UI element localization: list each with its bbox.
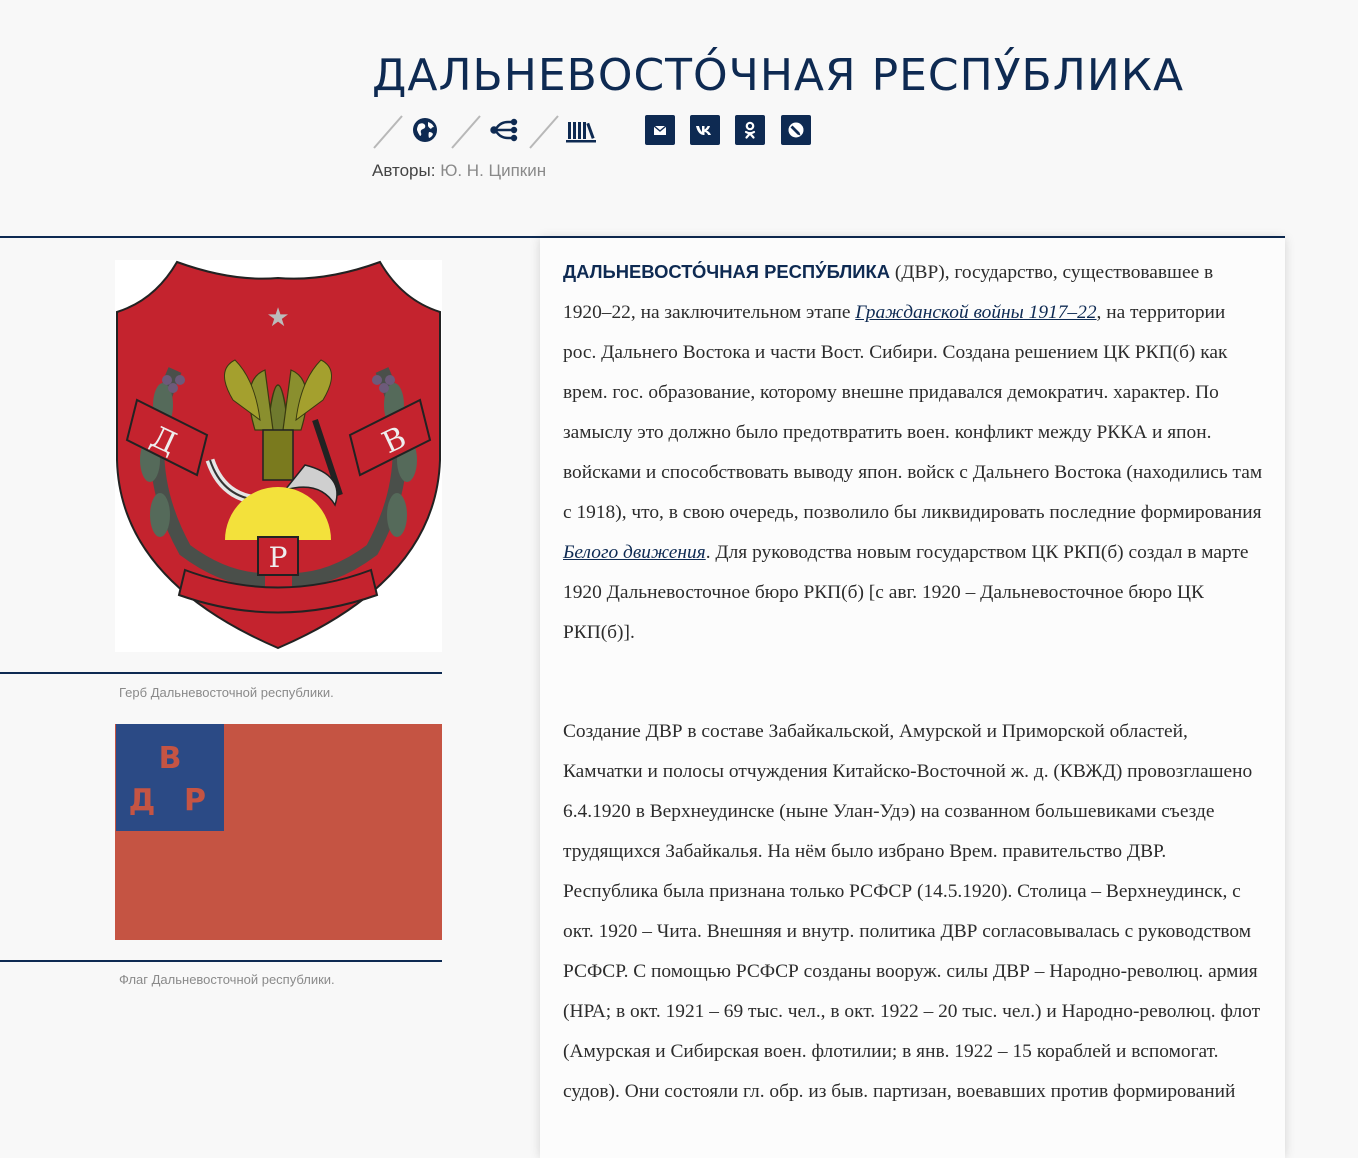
article-text: . Для руководства новым государством ЦК РКП(б) создал в марте 1920 Дальневосточное бюро РКП(б) [с авг. 1920 – Дальневосточное бюро ЦК РКП(б)]. bbox=[563, 542, 1249, 643]
odnoklassniki-icon[interactable] bbox=[735, 115, 765, 145]
article-text: , на территории рос. Дальнего Востока и части Вост. Сибири. Создана решением ЦК РКП(б) как врем. гос. образование, которому внешне придавался демократич. характер. По замыслу это должно было предотвратить воен. конфликт между РККА и япон. войсками и способствовать выводу япон. войск с Дальнего Востока (находились там с 1918), что, в свою очередь, позволило бы ликвидировать последние формирования bbox=[563, 302, 1263, 523]
emblem-letter-left: Д bbox=[145, 419, 183, 462]
authors-label: Авторы: bbox=[372, 161, 436, 180]
library-books-icon[interactable] bbox=[566, 116, 596, 144]
link-white-movement[interactable]: Белого движения bbox=[563, 542, 706, 563]
mail-icon[interactable] bbox=[645, 115, 675, 145]
article-text: (ДВР), государство, существовавшее в 1920–22, на заключительном этапе bbox=[563, 262, 1214, 323]
livejournal-icon[interactable] bbox=[781, 115, 811, 145]
caption-divider bbox=[0, 672, 442, 674]
emblem-caption: Герб Дальневосточной республики. bbox=[119, 685, 334, 700]
svg-text:★: ★ bbox=[266, 303, 290, 333]
flag-letter-top: В bbox=[158, 741, 182, 776]
caption-divider bbox=[0, 960, 442, 962]
divider-slash bbox=[450, 112, 490, 152]
flag-image[interactable] bbox=[115, 724, 442, 940]
article-term: ДАЛЬНЕВОСТО́ЧНАЯ РЕСПУ́БЛИКА bbox=[563, 261, 890, 282]
vk-icon[interactable] bbox=[690, 115, 720, 145]
article-body bbox=[540, 238, 1285, 1158]
globe-icon[interactable] bbox=[410, 116, 440, 144]
emblem-letter-bottom: Р bbox=[268, 541, 288, 574]
emblem-letter-right: В bbox=[376, 420, 412, 462]
share-tree-icon[interactable] bbox=[488, 116, 518, 144]
authors bbox=[372, 161, 546, 181]
link-civil-war[interactable]: Гражданской войны 1917–22 bbox=[855, 302, 1097, 323]
flag-caption: Флаг Дальневосточной республики. bbox=[119, 972, 335, 987]
flag-letter-left: Д bbox=[128, 783, 156, 818]
divider-slash bbox=[528, 112, 568, 152]
article-paragraph bbox=[563, 252, 1263, 653]
article-toolbar bbox=[372, 110, 832, 150]
author-link[interactable]: Ю. Н. Ципкин bbox=[440, 161, 547, 180]
article-paragraph: Создание ДВР в составе Забайкальской, Амурской и Приморской областей, Камчатки и полосы отчуждения Китайско-Восточной ж. д. (КВЖД) провозглашено 6.4.1920 в Верхнеудинске (ныне Улан-Удэ) на созванном большевиками съезде трудящихся Забайкалья. На нём было избрано Врем. правительство ДВР. Республика была признана только РСФСР (14.5.1920). Столица – Верхнеудинск, с окт. 1920 – Чита. Внешняя и внутр. политика ДВР согласовывалась с руководством РСФСР. С помощью РСФСР созданы вооруж. силы ДВР – Народно-революц. армия (НРА; в окт. 1921 – 69 тыс. чел., в окт. 1922 – 20 тыс. чел.) и Народно-революц. флот (Амурская и Сибирская воен. флотилии; в янв. 1922 – 15 кораблей и вспомогат. судов). Они состояли гл. обр. из быв. партизан, воевавших против формирований bbox=[563, 721, 1261, 1102]
page-title: ДАЛЬНЕВОСТО́ЧНАЯ РЕСПУ́БЛИКА bbox=[372, 50, 1185, 101]
divider-slash bbox=[372, 112, 412, 152]
flag-letter-right: Р bbox=[184, 783, 206, 818]
emblem-image[interactable] bbox=[115, 260, 442, 652]
